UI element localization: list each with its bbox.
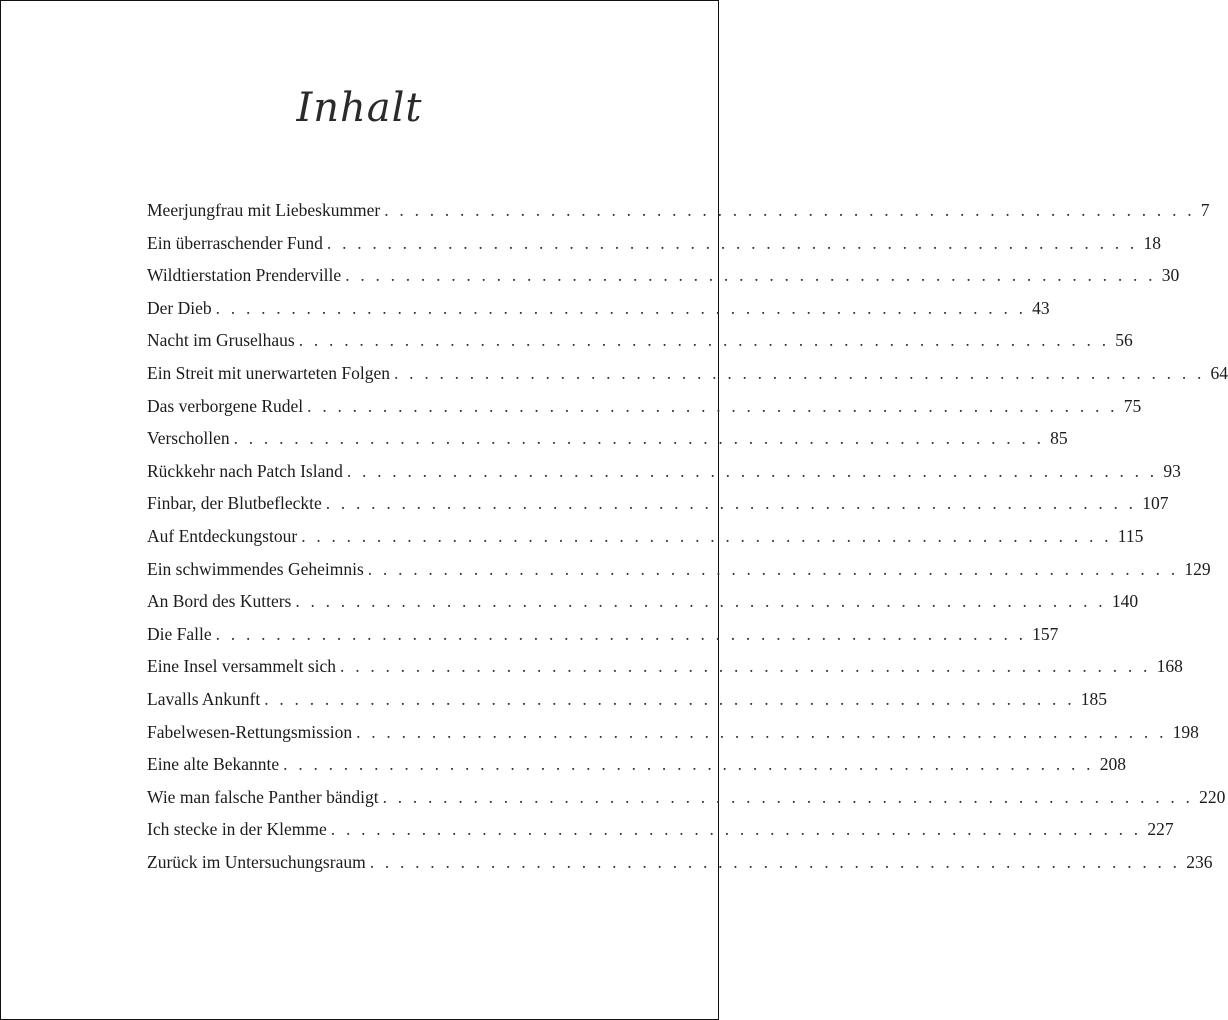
toc-entry-title: Wildtierstation Prenderville [147, 265, 342, 286]
toc-entry-page-number: 85 [1050, 428, 1068, 449]
page-title: Inhalt [296, 85, 423, 131]
toc-entry-title: Eine Insel versammelt sich [147, 656, 337, 677]
table-of-contents [147, 200, 1228, 884]
toc-entry-page-number: 185 [1080, 688, 1108, 709]
toc-entry-title: Auf Entdeckungstour [147, 525, 298, 546]
toc-entry [147, 656, 1183, 689]
toc-entry-page-number: 7 [1200, 200, 1210, 220]
toc-entry-page-number: 18 [1143, 232, 1161, 253]
dot-leader: . . . . . . . . . . . . . . . . . . . . . . . . . . . . . . . . . . . . . . . . . . . . . . . . . . . . . . [325, 493, 1137, 514]
dot-leader: . . . . . . . . . . . . . . . . . . . . . . . . . . . . . . . . . . . . . . . . . . . . . . . . . . . . . . [384, 200, 1195, 220]
toc-entry-page-number: 168 [1156, 656, 1183, 677]
dot-leader: . . . . . . . . . . . . . . . . . . . . . . . . . . . . . . . . . . . . . . . . . . . . . . . . . . . . . . [301, 525, 1112, 546]
dot-leader: . . . . . . . . . . . . . . . . . . . . . . . . . . . . . . . . . . . . . . . . . . . . . . . . . . . . . . [394, 362, 1205, 383]
toc-entry-title: Ein überraschender Fund [147, 232, 323, 253]
toc-entry-title: Finbar, der Blutbefleckte [147, 493, 322, 514]
toc-entry-page-number: 75 [1123, 395, 1142, 416]
toc-entry-title: Verschollen [147, 428, 230, 449]
dot-leader: . . . . . . . . . . . . . . . . . . . . . . . . . . . . . . . . . . . . . . . . . . . . . . . . . . . . . . [382, 786, 1194, 807]
toc-entry [147, 362, 1228, 396]
toc-entry-title: Der Dieb [147, 297, 212, 318]
toc-entry-page-number: 56 [1115, 330, 1133, 351]
toc-entry-page-number: 236 [1186, 851, 1213, 872]
toc-entry-page-number: 107 [1142, 493, 1169, 514]
toc-entry [147, 460, 1181, 494]
toc-entry-title: Die Falle [147, 623, 212, 644]
toc-entry [147, 688, 1108, 722]
toc-entry-page-number: 157 [1032, 623, 1059, 644]
toc-entry-title: Rückkehr nach Patch Island [147, 460, 343, 481]
toc-entry-title: An Bord des Kutters [147, 591, 292, 612]
dot-leader: . . . . . . . . . . . . . . . . . . . . . . . . . . . . . . . . . . . . . . . . . . . . . . . . . . . . . . [340, 656, 1151, 677]
toc-entry-page-number: 43 [1032, 297, 1050, 318]
toc-entry-page-number: 64 [1210, 362, 1228, 383]
dot-leader: . . . . . . . . . . . . . . . . . . . . . . . . . . . . . . . . . . . . . . . . . . . . . . . . . . . . . . [330, 819, 1142, 840]
toc-entry-title: Zurück im Untersuchungsraum [147, 851, 366, 872]
toc-entry-title: Ich stecke in der Klemme [147, 819, 327, 840]
dot-leader: . . . . . . . . . . . . . . . . . . . . . . . . . . . . . . . . . . . . . . . . . . . . . . . . . . . . . . [264, 688, 1075, 709]
toc-entry-title: Ein Streit mit unerwarteten Folgen [147, 362, 391, 383]
dot-leader: . . . . . . . . . . . . . . . . . . . . . . . . . . . . . . . . . . . . . . . . . . . . . . . . . . . . . . [298, 330, 1110, 351]
toc-entry-title: Ein schwimmendes Geheimnis [147, 558, 364, 579]
toc-entry [147, 754, 1126, 787]
toc-entry-title: Meerjungfrau mit Liebeskummer [147, 200, 381, 220]
dot-leader: . . . . . . . . . . . . . . . . . . . . . . . . . . . . . . . . . . . . . . . . . . . . . . . . . . . . . . [283, 754, 1094, 775]
toc-entry [147, 721, 1199, 755]
toc-entry [147, 428, 1068, 461]
toc-entry-page-number: 198 [1172, 721, 1199, 742]
toc-entry [147, 395, 1142, 429]
toc-entry [147, 558, 1211, 592]
toc-entry [147, 591, 1139, 624]
dot-leader: . . . . . . . . . . . . . . . . . . . . . . . . . . . . . . . . . . . . . . . . . . . . . . . . . . . . . . [356, 721, 1167, 742]
toc-entry [147, 525, 1144, 559]
toc-entry-page-number: 93 [1163, 460, 1181, 481]
dot-leader: . . . . . . . . . . . . . . . . . . . . . . . . . . . . . . . . . . . . . . . . . . . . . . . . . . . . . . [367, 558, 1179, 579]
toc-entry [147, 232, 1161, 266]
toc-entry [147, 493, 1169, 526]
dot-leader: . . . . . . . . . . . . . . . . . . . . . . . . . . . . . . . . . . . . . . . . . . . . . . . . . . . . . . [215, 623, 1027, 644]
toc-entry [147, 851, 1213, 885]
toc-entry-page-number: 220 [1199, 786, 1226, 807]
dot-leader: . . . . . . . . . . . . . . . . . . . . . . . . . . . . . . . . . . . . . . . . . . . . . . . . . . . . . . [307, 395, 1118, 416]
toc-entry [147, 786, 1226, 820]
toc-entry-page-number: 227 [1147, 819, 1174, 840]
dot-leader: . . . . . . . . . . . . . . . . . . . . . . . . . . . . . . . . . . . . . . . . . . . . . . . . . . . . . . [345, 265, 1156, 286]
toc-entry [147, 297, 1050, 331]
toc-entry-title: Lavalls Ankunft [147, 688, 261, 709]
toc-entry [147, 623, 1059, 657]
toc-entry-page-number: 115 [1117, 525, 1144, 546]
dot-leader: . . . . . . . . . . . . . . . . . . . . . . . . . . . . . . . . . . . . . . . . . . . . . . . . . . . . . . [233, 428, 1045, 449]
toc-entry [147, 265, 1180, 298]
dot-leader: . . . . . . . . . . . . . . . . . . . . . . . . . . . . . . . . . . . . . . . . . . . . . . . . . . . . . . [215, 297, 1027, 318]
toc-entry-page-number: 140 [1111, 591, 1139, 612]
dot-leader: . . . . . . . . . . . . . . . . . . . . . . . . . . . . . . . . . . . . . . . . . . . . . . . . . . . . . . [346, 460, 1158, 481]
toc-entry-title: Das verborgene Rudel [147, 395, 304, 416]
toc-entry [147, 200, 1210, 233]
dot-leader: . . . . . . . . . . . . . . . . . . . . . . . . . . . . . . . . . . . . . . . . . . . . . . . . . . . . . . [369, 851, 1181, 872]
toc-entry-title: Wie man falsche Panther bändigt [147, 786, 379, 807]
dot-leader: . . . . . . . . . . . . . . . . . . . . . . . . . . . . . . . . . . . . . . . . . . . . . . . . . . . . . . [326, 232, 1138, 253]
toc-entry-page-number: 30 [1161, 265, 1180, 286]
toc-entry [147, 819, 1174, 852]
dot-leader: . . . . . . . . . . . . . . . . . . . . . . . . . . . . . . . . . . . . . . . . . . . . . . . . . . . . . . [295, 591, 1106, 612]
toc-entry-page-number: 208 [1099, 754, 1126, 775]
toc-entry-page-number: 129 [1184, 558, 1211, 579]
toc-entry [147, 330, 1133, 363]
toc-entry-title: Nacht im Gruselhaus [147, 330, 295, 351]
toc-entry-title: Eine alte Bekannte [147, 754, 280, 775]
toc-entry-title: Fabelwesen-Rettungsmission [147, 721, 353, 742]
